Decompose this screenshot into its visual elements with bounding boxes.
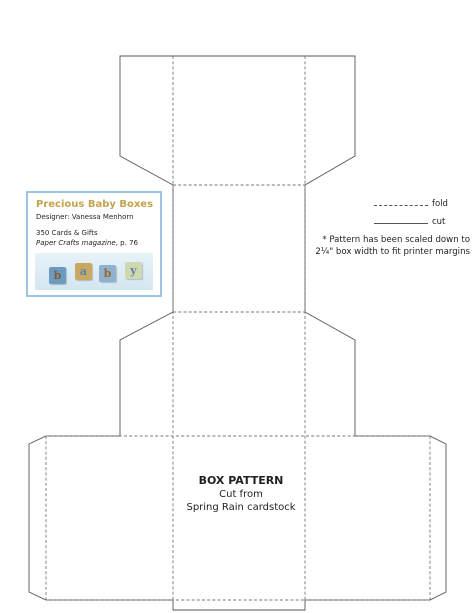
box-material-line2: Spring Rain cardstock: [186, 502, 296, 513]
box-title: BOX PATTERN: [198, 474, 284, 487]
cut-line-sample: [374, 223, 428, 224]
fold-line-sample: [374, 205, 428, 206]
scale-note: [300, 234, 470, 258]
magazine-name: Paper Crafts magazine: [36, 239, 116, 247]
card-designer: Designer: Vanessa Menhorn: [36, 213, 134, 221]
cut-outline: [29, 56, 446, 610]
box-material-line1: Cut from: [219, 489, 263, 500]
legend-cut-label: cut: [432, 217, 446, 227]
scale-note-line1: * Pattern has been scaled down to: [322, 235, 470, 245]
box-pattern-label: [178, 474, 304, 514]
project-info-card: [26, 191, 162, 297]
legend-fold-label: fold: [432, 199, 448, 209]
baby-block: b: [49, 267, 66, 284]
baby-block: b: [99, 265, 116, 282]
card-title: Precious Baby Boxes: [36, 199, 154, 210]
magazine-page: , p. 76: [115, 239, 138, 247]
card-source-book: 350 Cards & Gifts: [36, 229, 98, 237]
scale-note-line2: 2¼" box width to fit printer margins: [315, 247, 470, 257]
baby-block: a: [75, 263, 92, 280]
card-source-magazine: [36, 239, 138, 247]
baby-blocks-photo: [35, 253, 153, 290]
legend-fold: [368, 200, 468, 218]
baby-block: y: [125, 262, 142, 279]
legend: [368, 200, 468, 236]
